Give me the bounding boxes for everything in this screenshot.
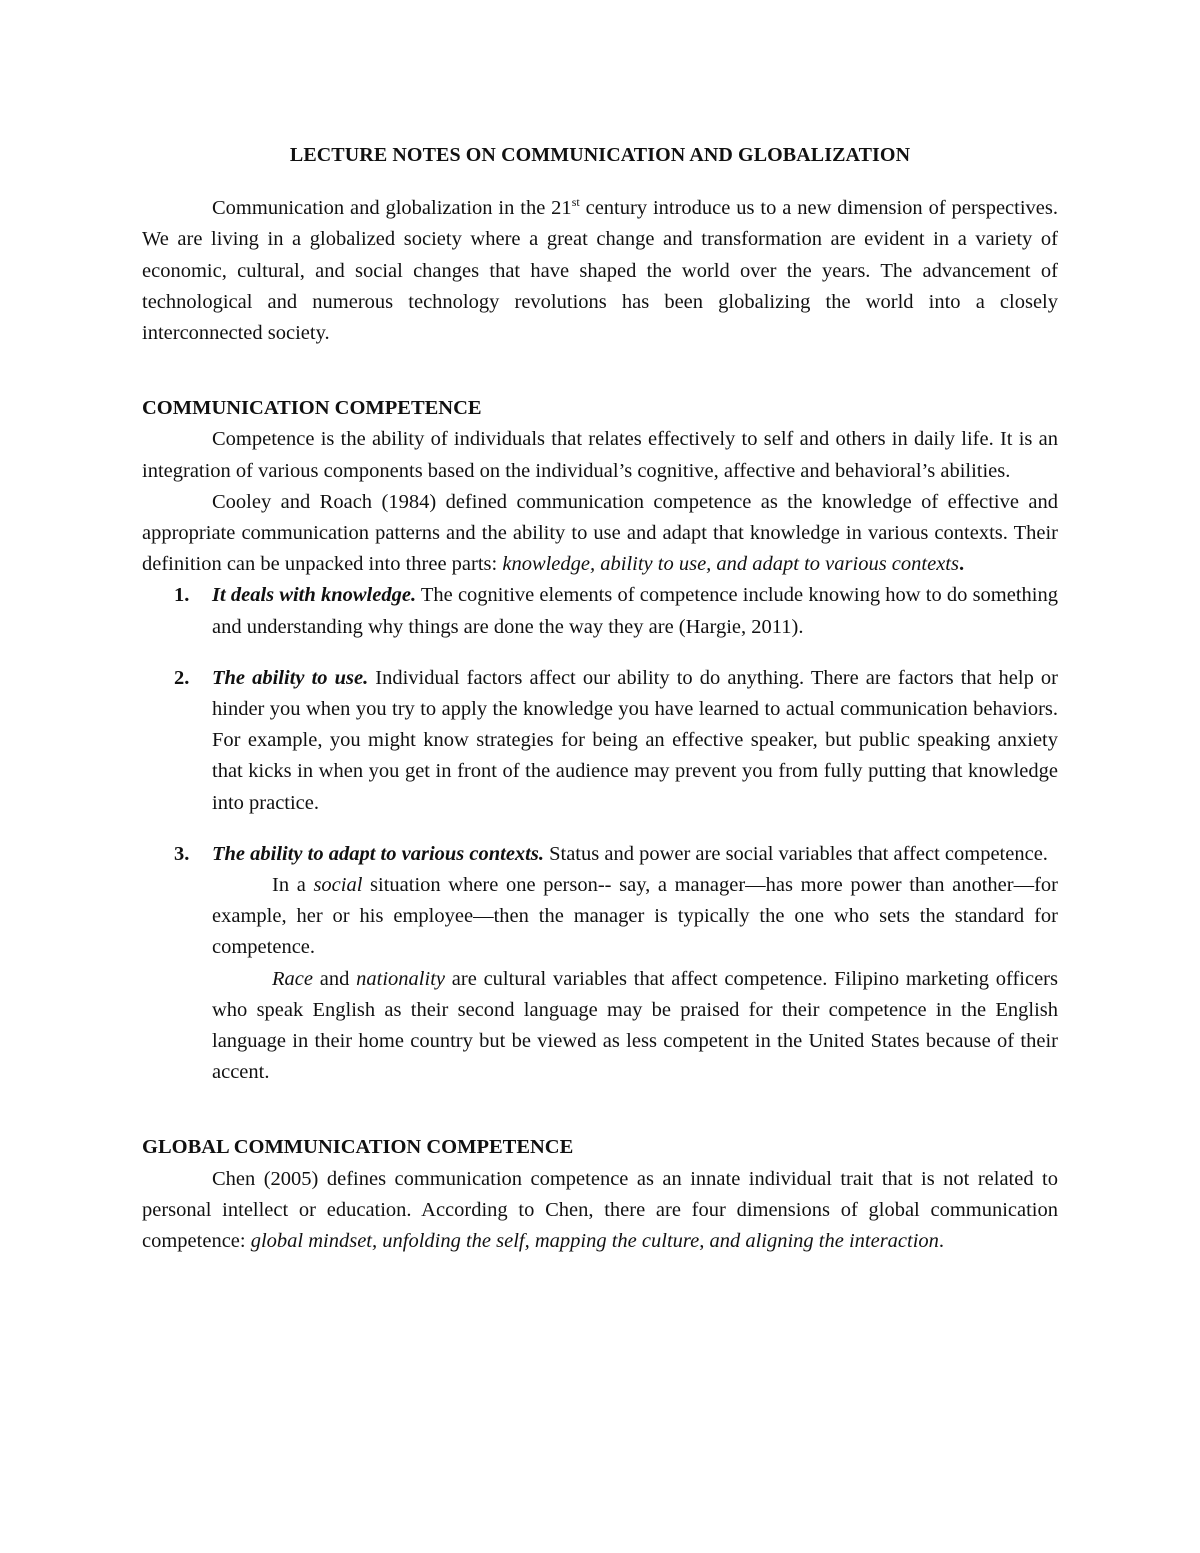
social-italic: social — [313, 874, 363, 897]
race-nationality-paragraph — [212, 964, 1058, 1089]
list-term: The ability to use. — [212, 666, 369, 689]
chen-text: Chen (2005) defines communication competence as an innate individual trait that is not related to personal intellect or education. According to Chen, there are four dimensions of global communication competence: — [142, 1167, 1058, 1253]
document-title: LECTURE NOTES ON COMMUNICATION AND GLOBALIZATION — [289, 144, 911, 166]
nationality-italic: nationality — [356, 967, 445, 990]
list-text: The cognitive elements of competence include knowing how to do something and understanding why things are done the way they are (Hargie, 2011). — [212, 584, 1058, 638]
list-term: It deals with knowledge. — [212, 584, 417, 607]
list-number: 2. — [174, 666, 190, 689]
cooley-roach-period: . — [958, 553, 965, 576]
competence-definition-paragraph: Competence is the ability of individuals that relates effectively to self and others in daily life. It is an integration of various components based on the individual’s cognitive, affective and behavioral’s abilities. — [142, 428, 1058, 482]
intro-paragraph — [142, 193, 1058, 349]
list-text: Status and power are social variables that affect competence. — [543, 842, 1048, 865]
intro-text-end: century introduce us to a new dimension of perspectives. We are living in a globalized society where a great change and transformation are evident in a variety of economic, cultural, and social changes that have shaped the world over the years. The advancement of technological and numerous technology revolutions has been globalizing the world into a closely interconnected society. — [142, 197, 1058, 345]
social-text-end: situation where one person-- say, a manager—has more power than another—for example, her or his employee—then the manager is typically the one who sets the standard for competence. — [212, 874, 1058, 959]
section-heading-global-communication-competence: GLOBAL COMMUNICATION COMPETENCE — [142, 1136, 574, 1159]
ordinal-superscript: st — [571, 195, 580, 210]
cooley-roach-paragraph — [142, 487, 1058, 581]
document-page — [142, 140, 1058, 1257]
four-dimensions-italic: global mindset, unfolding the self, mapping the culture, and aligning the interaction — [250, 1230, 939, 1253]
race-text-end: are cultural variables that affect competence. Filipino marketing officers who speak English as their second language may be praised for their competence in the English language in their home country but be viewed as less competent in the United States because of their accent. — [212, 967, 1058, 1084]
race-and: and — [312, 967, 357, 990]
list-item — [142, 839, 1058, 1089]
chen-period: . — [938, 1230, 945, 1253]
competence-parts-list — [142, 580, 1058, 1088]
list-item — [142, 663, 1058, 819]
list-number: 3. — [174, 842, 190, 865]
section-heading-communication-competence: COMMUNICATION COMPETENCE — [142, 397, 482, 420]
three-parts-italic: knowledge, ability to use, and adapt to various contexts — [502, 553, 959, 576]
intro-text-start: Communication and globalization in the 21 — [212, 197, 572, 220]
chen-paragraph — [142, 1164, 1058, 1258]
list-text: Individual factors affect our ability to do anything. There are factors that help or hinder you when you try to apply the knowledge you have learned to actual communication behaviors. For example, you might know strategies for being an effective speaker, but public speaking anxiety that kicks in when you get in front of the audience may prevent you from fully putting that knowledge into practice. — [212, 666, 1059, 814]
list-term: The ability to adapt to various contexts. — [212, 842, 544, 865]
race-italic: Race — [272, 967, 313, 990]
cooley-roach-text: Cooley and Roach (1984) defined communication competence as the knowledge of effective and appropriate communication patterns and the ability to use and adapt that knowledge in various contexts. Their definition can be unpacked into three parts: — [142, 490, 1058, 576]
social-text-start: In a — [272, 874, 314, 897]
social-situation-paragraph — [212, 870, 1058, 964]
list-item — [142, 580, 1058, 642]
list-number: 1. — [174, 584, 190, 607]
